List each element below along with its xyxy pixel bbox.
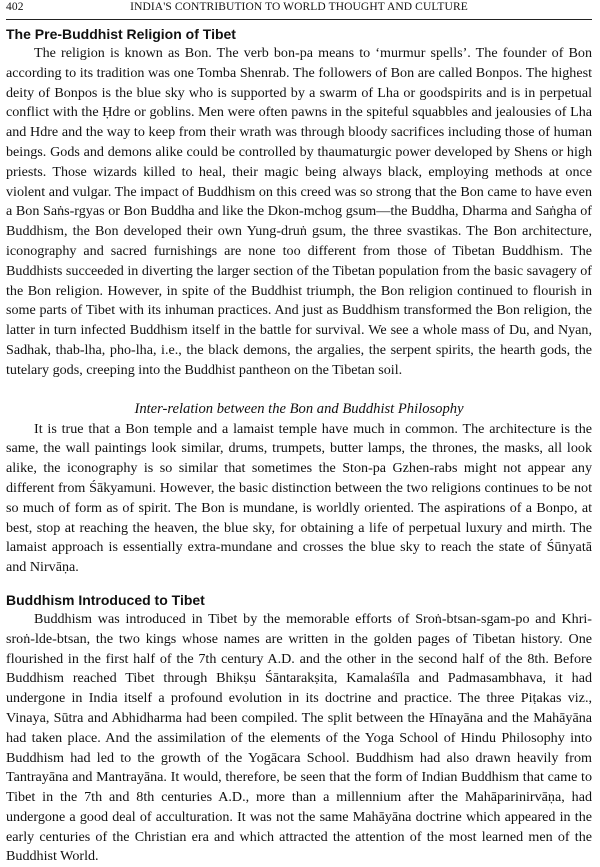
paragraph-buddhism-introduced: Buddhism was introduced in Tibet by the memorable efforts of Sroṅ-btsan-sgam-po and Khri-sroṅ-lde-btsan, the two kings whose names are written in the golden pages of Tibetan history. One flourished in the first half of the 7th century A.D. and the other in the second half of the 8th. Before Buddhism reached Tibet through Bhikṣu Śāntarakṣita, Kamalaśīla and Padmasambhava, it had undergone in India itself a profound evolution in its doctrine and practice. The three Piṭakas viz., Vinaya, Sūtra and Abhidharma had been compiled. The split between the Hīnayāna and the Mahāyāna had taken place. And the assimilation of the elements of the Yoga School of Hindu Philosophy into Buddhism had led to the growth of the Yogācara School. Buddhism had also drawn heavily from Tantrayāna and Mantrayāna. It would, therefore, be seen that the form of Indian Buddhism that came to Tibet in the 7th and 8th centuries A.D., more than a millennium after the Mahāparinirvāṇa, had undergone a good deal of acculturation. It was not the same Mahāyāna doctrine which appeared in the early centuries of the Christian era and which attracted the attention of the most learned men of the Buddhist World. [6,610,592,865]
section-heading-buddhism-introduced: Buddhism Introduced to Tibet [6,591,205,608]
section-heading-inter-relation: Inter-relation between the Bon and Buddhist Philosophy [134,400,464,417]
running-header [6,0,592,20]
page-number: 402 [6,1,24,13]
paragraph-pre-buddhist: The religion is known as Bon. The verb bon-pa means to ‘murmur spells’. The founder of Bon according to its tradition was one Tomba Shenrab. The followers of Bon are called Bonpos. The highest deity of Bonpos is the blue sky who is supported by a swarm of Lha or goodspirits and is in perpetual conflict with the Ḥdre or goblins. Men were often pawns in the spiteful squabbles and jealousies of Lha and Hdre and the way to keep from their wrath was through bloody sacrifices including those of human beings. Gods and demons alike could be controlled by thaumaturgic power developed by Shens or high priests. Those wizards killed to heal, their magic being always black, employing methods at once violent and vulgar. The impact of Buddhism on this creed was so strong that the Bon came to have even a Bon Saṅs-rgyas or Bon Buddha and like the Dkon-mchog gsum—the Buddha, Dharma and Saṅgha of Buddhism, the Bon developed their own Yung-druṅ gsum, the three svastikas. The Bon architecture, iconography and sacred furnishings are none too different from those of Tibetan Buddhism. The Buddhists succeeded in diverting the larger section of the Tibetan population from the basic savagery of the Bon religion. However, in spite of the Buddhist triumph, the Bon religion continued to flourish in some parts of Tibet with its inhuman practices. And just as Buddhism transformed the Bon religion, the latter in turn infected Buddhism itself in the battle for survival. We see a whole mass of Du, and Nyan, Sadhak, thab-lha, pho-lha, i.e., the black demons, the argalies, the serpent spirits, the hearth gods, the tutelary gods, creeping into the Buddhist pantheon on the Tibetan soil. [6,45,592,378]
paragraph-inter-relation: It is true that a Bon temple and a lamaist temple have much in common. The architecture is the same, the wall paintings look similar, drums, trumpets, butter lamps, the thrones, the masks, all look alike, the iconography is so similar that sometimes the Ston-pa Gzhen-rabs might not appear any different from Śākyamuni. However, the basic distinction between the two religions continues to be not so much of form as of spirit. The Bon is mundane, is worldly oriented. The aspirations of a Bonpo, at best, stop at reaching the heaven, the blue sky, for obtaining a life of perpetual luxury and mirth. The lamaist approach is essentially extra-mundane and crosses the blue sky to reach the state of Śūnyatā and Nirvāṇa. [6,420,592,576]
running-title: INDIA'S CONTRIBUTION TO WORLD THOUGHT AND CULTURE [130,1,468,13]
section-heading-pre-buddhist: The Pre-Buddhist Religion of Tibet [6,26,236,42]
